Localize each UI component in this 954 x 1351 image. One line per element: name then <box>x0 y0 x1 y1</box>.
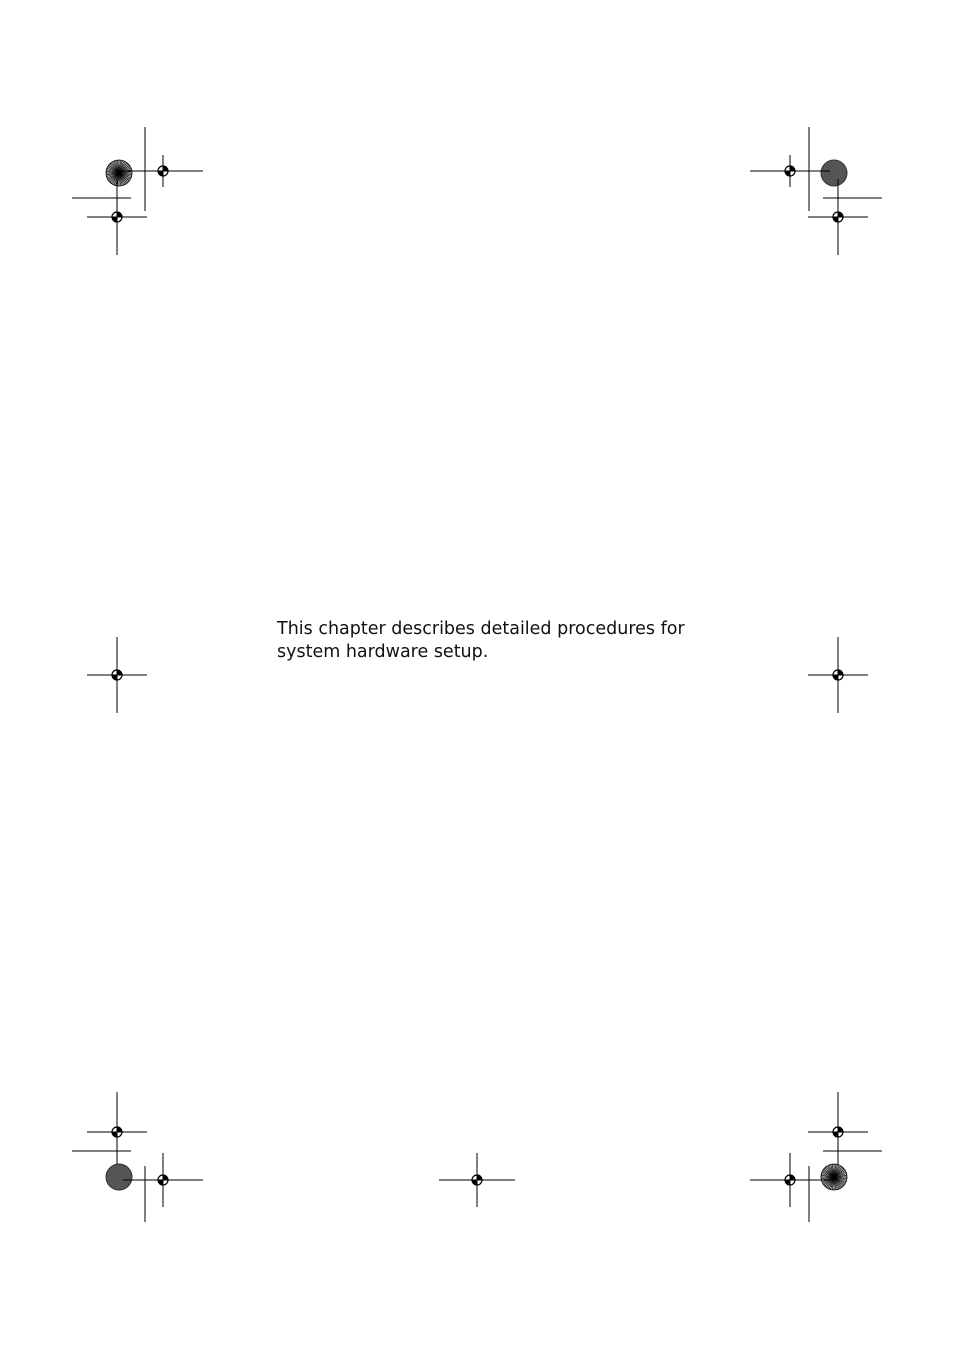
registration-target-icon <box>87 637 147 713</box>
dark-density-disc-icon <box>106 1164 132 1190</box>
registration-target-icon <box>439 1153 515 1207</box>
dark-density-disc-icon <box>821 160 847 186</box>
starburst-density-icon <box>821 1164 847 1190</box>
starburst-density-icon <box>106 160 132 186</box>
registration-target-icon <box>808 637 868 713</box>
registration-target-icon <box>750 1153 830 1207</box>
chapter-intro-text: This chapter describes detailed procedures for system hardware setup. <box>277 619 685 662</box>
registration-target-icon <box>808 1092 868 1172</box>
registration-target-icon <box>750 155 830 187</box>
registration-target-icon <box>808 179 868 255</box>
registration-target-icon <box>123 155 203 187</box>
registration-target-icon <box>123 1153 203 1207</box>
registration-target-icon <box>87 1092 147 1172</box>
registration-target-icon <box>87 179 147 255</box>
